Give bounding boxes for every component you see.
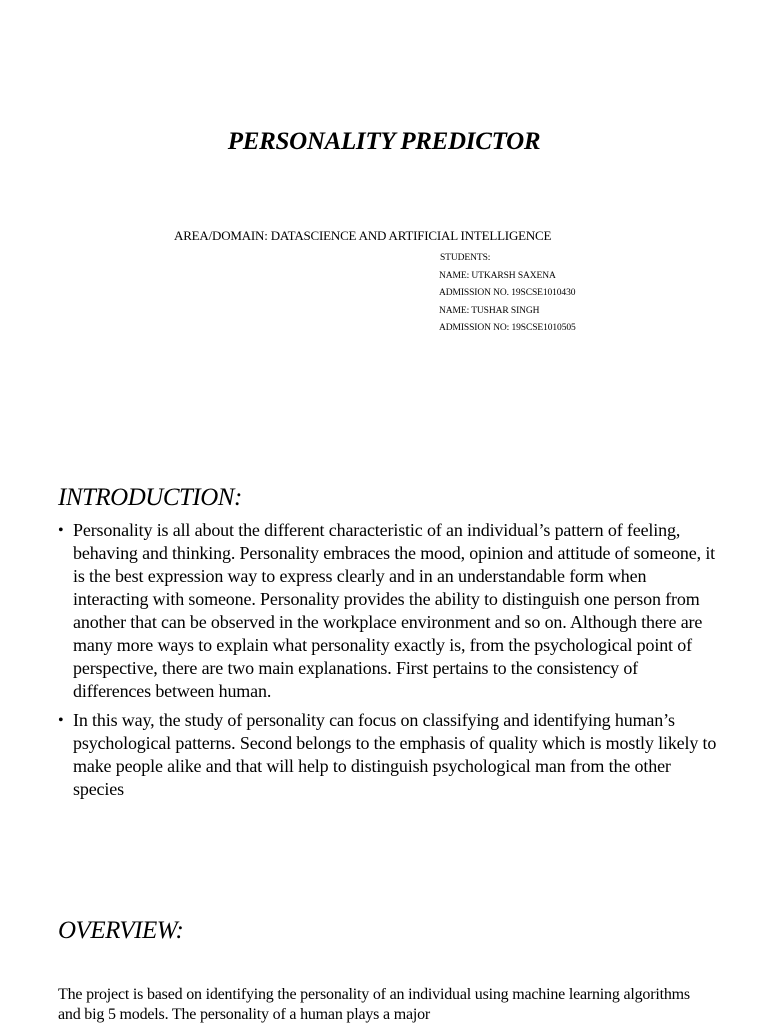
overview-heading: OVERVIEW: <box>58 917 184 944</box>
bullet-text: In this way, the study of personality can focus on classifying and identifying human’s psychological patterns. Second belongs to the emphasis of quality which is mostly likely to make people alike and that will help to distinguish psychological man from the other species <box>73 710 717 799</box>
bullet-icon: • <box>58 712 64 729</box>
student-admission-1: ADMISSION NO. 19SCSE1010430 <box>439 288 576 298</box>
bullet-text: Personality is all about the different characteristic of an individual’s pattern of feeling, behaving and thinking. Personality embraces the mood, opinion and attitude of someone, it is the best expression way to express clearly and in an understandable form when interacting with someone. Personality provides the ability to distinguish one person from another that can be observed in the workplace environment and so on. Although there are many more ways to explain what personality exactly is, from the psychological point of perspective, there are two main explanations. First pertains to the consistency of differences between human. <box>73 520 716 701</box>
student-name-2: NAME: TUSHAR SINGH <box>439 305 540 316</box>
list-item <box>58 709 718 801</box>
list-item <box>58 519 718 703</box>
introduction-heading: INTRODUCTION: <box>58 484 242 511</box>
students-label: STUDENTS: <box>440 253 491 263</box>
bullet-icon: • <box>58 522 64 539</box>
student-admission-2: ADMISSION NO: 19SCSE1010505 <box>439 323 576 333</box>
area-domain: AREA/DOMAIN: DATASCIENCE AND ARTIFICIAL INTELLIGENCE <box>174 228 552 243</box>
student-name-1: NAME: UTKARSH SAXENA <box>439 270 556 281</box>
introduction-bullet-list <box>58 519 718 807</box>
students-block <box>439 250 576 338</box>
document-title: PERSONALITY PREDICTOR <box>227 128 541 155</box>
overview-paragraph: The project is based on identifying the personality of an individual using machine learning algorithms and big 5 models. The personality of a human plays a major <box>58 986 690 1023</box>
